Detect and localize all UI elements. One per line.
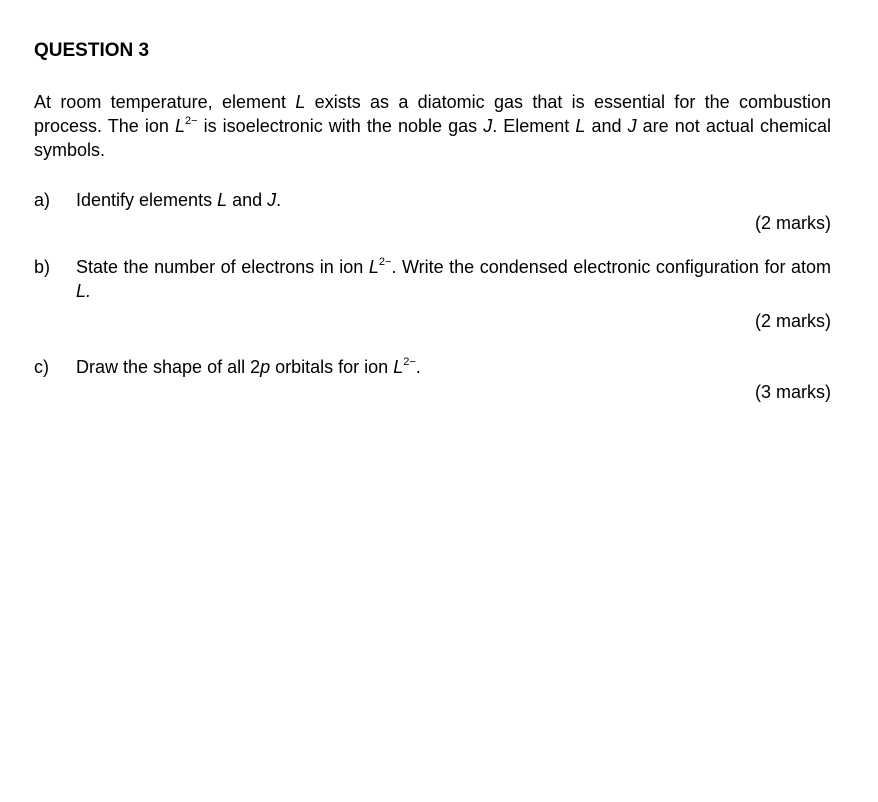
part-a-marks: (2 marks) xyxy=(755,213,831,233)
part-a-text-segment: . xyxy=(276,190,282,210)
variable-L: L. xyxy=(76,281,92,301)
variable-J: J xyxy=(627,116,637,136)
variable-J: J xyxy=(483,116,493,136)
part-a-text-segment: Identify elements xyxy=(76,190,218,210)
part-c-text-segment: . xyxy=(415,357,421,377)
variable-L: L xyxy=(575,116,586,136)
intro-text: exists as a diatomic gas that is essential for the combustion process. The ion xyxy=(34,92,832,136)
intro-text: At room temperature, element xyxy=(34,92,296,112)
part-c-text-segment: Draw the shape of all 2 xyxy=(76,357,261,377)
variable-L: L xyxy=(295,92,306,112)
part-c-text xyxy=(76,355,831,379)
part-b-text-segment: . Write the condensed electronic configuration for atom xyxy=(391,257,832,277)
question-intro xyxy=(34,90,831,162)
part-a-text xyxy=(76,188,831,212)
part-a-text-segment: and xyxy=(227,190,268,210)
ion-charge: 2− xyxy=(403,356,416,368)
variable-L: L xyxy=(368,257,379,277)
part-b-label: b) xyxy=(34,257,51,277)
part-a-label: a) xyxy=(34,190,51,210)
variable-p: p xyxy=(260,357,271,377)
part-b xyxy=(34,255,831,303)
part-c-marks: (3 marks) xyxy=(755,382,831,402)
variable-L: L xyxy=(393,357,404,377)
part-b-marks: (2 marks) xyxy=(755,311,831,331)
part-c-text-segment: orbitals for ion xyxy=(270,357,394,377)
part-b-text-segment: State the number of electrons in ion xyxy=(76,257,369,277)
question-page xyxy=(34,38,831,404)
variable-L: L xyxy=(174,116,185,136)
variable-L: L xyxy=(217,190,228,210)
ion-charge: 2− xyxy=(378,256,392,268)
part-b-text xyxy=(76,255,831,303)
part-c xyxy=(34,355,831,379)
part-c-label: c) xyxy=(34,357,49,377)
question-title: QUESTION 3 xyxy=(34,40,150,61)
intro-text: and xyxy=(585,116,628,136)
variable-J: J xyxy=(267,190,277,210)
intro-text: are not actual chemical symbols. xyxy=(34,116,831,160)
intro-text: . Element xyxy=(492,116,576,136)
ion-charge: 2− xyxy=(184,115,198,127)
part-a xyxy=(34,188,831,212)
intro-text: is isoelectronic with the noble gas xyxy=(197,116,484,136)
